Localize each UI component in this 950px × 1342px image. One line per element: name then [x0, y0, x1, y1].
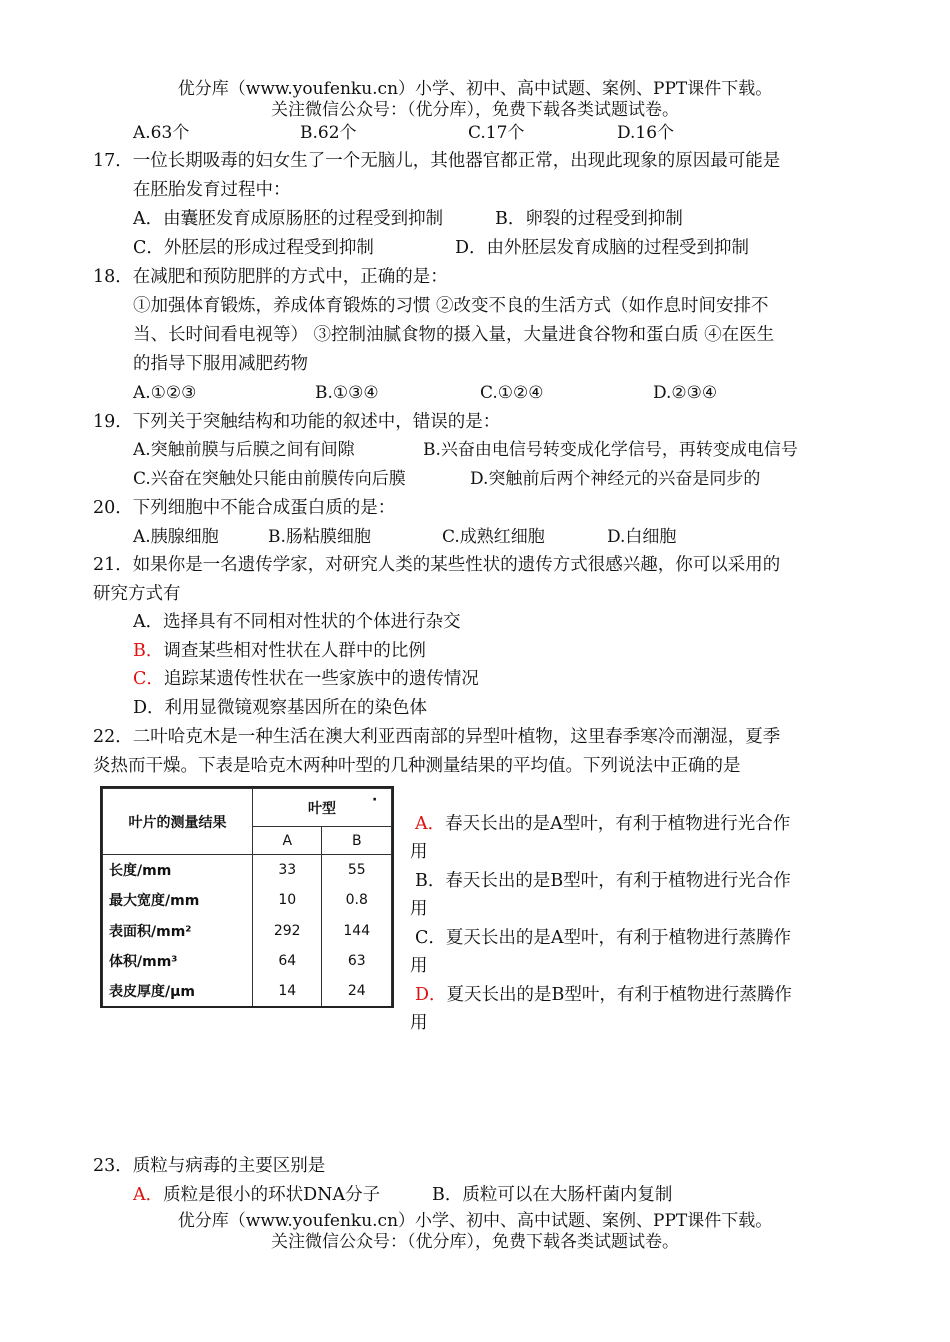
leaf-measurement-table [100, 786, 394, 1008]
q21-option-d [133, 695, 427, 721]
q18-option-b: B.①③④ [315, 383, 379, 403]
q20-stem: 20．下列细胞中不能合成蛋白质的是： [93, 498, 396, 518]
q22-option-c-letter: C． [415, 928, 446, 948]
table-row-label: 体积/mm³ [103, 946, 253, 976]
q19-option-a: A.突触前膜与后膜之间有间隙 [133, 440, 355, 460]
table-cell-a: 292 [252, 916, 322, 946]
q21-option-c [133, 666, 479, 692]
q18-stem: 18．在减肥和预防肥胖的方式中，正确的是： [93, 267, 448, 287]
q22-option-b-cont: 用 [410, 899, 428, 919]
q22-option-c-cont: 用 [410, 956, 428, 976]
q17-option-b: B．卵裂的过程受到抑制 [495, 209, 683, 229]
q21-stem-1: 21．如果你是一名遗传学家，对研究人类的某些性状的遗传方式很感兴趣，你可以采用的 [93, 555, 781, 575]
table-group-header [252, 789, 391, 827]
q21-option-a-text: 选择具有不同相对性状的个体进行杂交 [163, 612, 461, 632]
table-corner-header: 叶片的测量结果 [103, 789, 253, 855]
q22-option-c [415, 925, 791, 951]
table-dot: · [372, 792, 378, 808]
table-row-label: 长度/mm [103, 855, 253, 886]
q22-option-a-letter: A． [415, 814, 446, 834]
table-cell-a: 10 [252, 885, 322, 915]
table-row-label: 表皮厚度/μm [103, 976, 253, 1006]
q16-option-a: A.63个 [133, 123, 190, 143]
table-cell-a: 64 [252, 946, 322, 976]
table-group-label: 叶型 [307, 800, 336, 817]
q21-option-d-letter: D． [133, 698, 165, 718]
q22-option-d-letter: D． [415, 985, 447, 1005]
q20-option-c: C.成熟红细胞 [442, 527, 545, 547]
q16-option-b: B.62个 [300, 123, 357, 143]
table-cell-a: 14 [252, 976, 322, 1006]
header-line-1: 优分库（www.youfenku.cn）小学、初中、高中试题、案例、PPT课件下载。 [177, 79, 773, 99]
q17-stem-2: 在胚胎发育过程中： [133, 180, 291, 200]
q21-option-b [133, 638, 426, 664]
q22-option-d-cont: 用 [410, 1013, 428, 1033]
q21-stem-2: 研究方式有 [93, 584, 181, 604]
q16-option-d: D.16个 [617, 123, 675, 143]
q22-option-d-text: 夏天长出的是B型叶，有利于植物进行蒸腾作 [446, 985, 792, 1005]
q22-option-d [415, 982, 792, 1008]
q18-option-c: C.①②④ [480, 383, 544, 403]
q20-option-a: A.胰腺细胞 [133, 527, 219, 547]
table-cell-a: 33 [252, 855, 322, 886]
q21-option-c-letter: C． [133, 669, 164, 689]
q17-option-a: A．由囊胚发育成原肠胚的过程受到抑制 [133, 209, 444, 229]
q17-option-c: C．外胚层的形成过程受到抑制 [133, 238, 374, 258]
table-col-b: B [322, 827, 392, 855]
q16-option-c: C.17个 [468, 123, 525, 143]
q20-option-b: B.肠粘膜细胞 [268, 527, 371, 547]
table-cell-b: 63 [322, 946, 392, 976]
q20-option-d: D.白细胞 [607, 527, 677, 547]
q22-option-b-letter: B． [415, 871, 446, 891]
q18-option-d: D.②③④ [653, 383, 718, 403]
q17-option-d: D．由外胚层发育成脑的过程受到抑制 [455, 238, 750, 258]
q19-option-b: B.兴奋由电信号转变成化学信号，再转变成电信号 [423, 440, 798, 460]
footer-line-2: 关注微信公众号：（优分库），免费下载各类试题试卷。 [271, 1232, 679, 1252]
q21-option-d-text: 利用显微镜观察基因所在的染色体 [164, 698, 428, 718]
q19-stem: 19．下列关于突触结构和功能的叙述中，错误的是： [93, 412, 501, 432]
q18-body-2: 当、长时间看电视等） ③控制油腻食物的摄入量，大量进食谷物和蛋白质 ④在医生 [133, 325, 775, 345]
q18-body-3: 的指导下服用减肥药物 [133, 354, 308, 374]
table-row-label: 表面积/mm² [103, 916, 253, 946]
q17-stem-1: 17．一位长期吸毒的妇女生了一个无脑儿，其他器官都正常，出现此现象的原因最可能是 [93, 151, 781, 171]
header-line-2: 关注微信公众号：（优分库），免费下载各类试题试卷。 [271, 100, 679, 120]
q19-option-c: C.兴奋在突触处只能由前膜传向后膜 [133, 469, 406, 489]
q19-option-d: D.突触前后两个神经元的兴奋是同步的 [470, 469, 761, 489]
table-col-a: A [252, 827, 322, 855]
q18-option-a: A.①②③ [133, 383, 197, 403]
q18-body-1: ①加强体育锻炼，养成体育锻炼的习惯 ②改变不良的生活方式（如作息时间安排不 [133, 296, 769, 316]
table-cell-b: 0.8 [322, 885, 392, 915]
q21-option-c-text: 追踪某遗传性状在一些家族中的遗传情况 [163, 669, 479, 689]
q22-option-b-text: 春天长出的是B型叶，有利于植物进行光合作 [445, 871, 791, 891]
q22-stem-2: 炎热而干燥。下表是哈克木两种叶型的几种测量结果的平均值。下列说法中正确的是 [93, 756, 741, 776]
q22-option-b [415, 868, 791, 894]
q23-option-b: B．质粒可以在大肠杆菌内复制 [432, 1185, 673, 1205]
q22-option-a-text: 春天长出的是A型叶，有利于植物进行光合作 [445, 814, 791, 834]
q21-option-a-letter: A． [133, 612, 164, 632]
q22-option-a [415, 811, 790, 837]
q23-option-a-text: 质粒是很小的环状DNA分子 [163, 1185, 381, 1205]
q22-stem-1: 22．二叶哈克木是一种生活在澳大利亚西南部的异型叶植物，这里春季寒冷而潮湿，夏季 [93, 727, 781, 747]
q22-option-a-cont: 用 [410, 842, 428, 862]
q22-option-c-text: 夏天长出的是A型叶，有利于植物进行蒸腾作 [445, 928, 792, 948]
table-cell-b: 144 [322, 916, 392, 946]
table-cell-b: 55 [322, 855, 392, 886]
q21-option-b-letter: B． [133, 641, 164, 661]
table-row-label: 最大宽度/mm [103, 885, 253, 915]
table-cell-b: 24 [322, 976, 392, 1006]
footer-line-1: 优分库（www.youfenku.cn）小学、初中、高中试题、案例、PPT课件下载。 [177, 1211, 773, 1231]
q23-option-a [133, 1182, 380, 1208]
q23-option-a-letter: A． [133, 1185, 164, 1205]
q23-stem: 23．质粒与病毒的主要区别是 [93, 1156, 326, 1176]
q21-option-b-text: 调查某些相对性状在人群中的比例 [163, 641, 426, 661]
q21-option-a [133, 609, 461, 635]
